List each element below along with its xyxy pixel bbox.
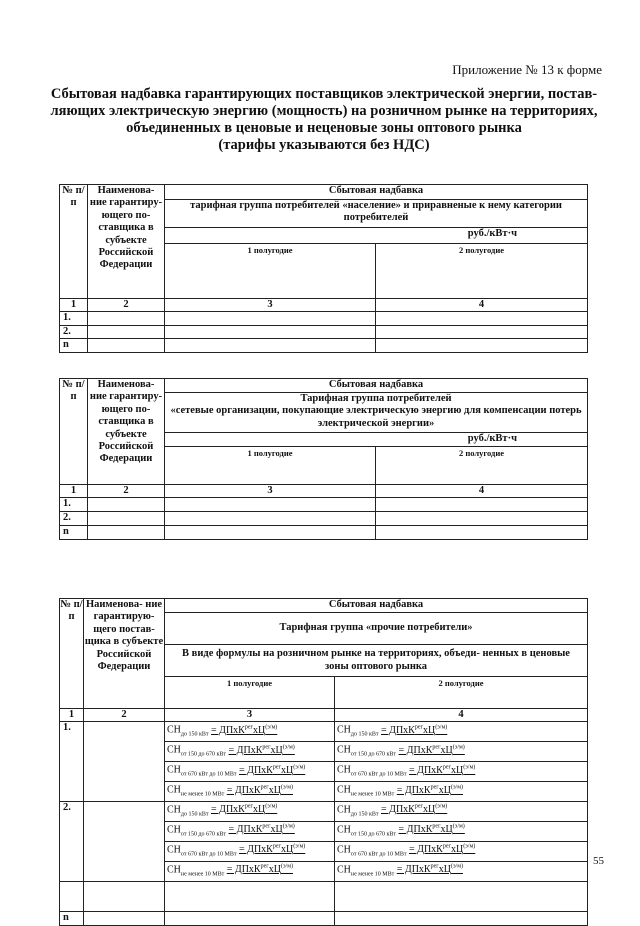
formula-cell: [165, 722, 335, 742]
formula-cell: [335, 742, 588, 762]
table-population: [59, 184, 588, 353]
table-row: [60, 312, 588, 325]
formula-subscript: от 150 до 670 кВт: [180, 831, 227, 838]
half1-header: 1 полугодие: [165, 677, 335, 709]
table-row: [60, 498, 588, 512]
tariff-group-header: Тарифная группа «прочие потребители»: [165, 613, 588, 645]
row-label: 1.: [60, 498, 88, 512]
table-row: [60, 512, 588, 526]
col-no-header: № п/п: [60, 379, 88, 485]
formula-rhs: = $ДПхК^{рег}хЦ^{(э/м)}$: [211, 804, 278, 816]
formula-subscript: от 150 до 670 кВт: [350, 751, 397, 758]
formula-superscript: рег: [260, 863, 269, 870]
formula-rhs: = $ДПхК^{рег}хЦ^{(э/м)}$: [381, 724, 448, 736]
page-number: 55: [593, 855, 604, 867]
formula-subscript: не менее 10 МВт: [180, 871, 225, 878]
formula-rhs: = $ДПхК^{рег}хЦ^{(э/м)}$: [409, 764, 476, 776]
formula-rhs: = $ДПхК^{рег}хЦ^{(э/м)}$: [226, 863, 294, 876]
table-row: [60, 722, 588, 742]
formula-superscript: (э/м): [452, 824, 465, 831]
formula-lhs: СН: [337, 724, 351, 736]
row-label: 2.: [60, 512, 88, 526]
formula-rhs: = $ДПхК^{рег}хЦ^{(э/м)}$: [396, 863, 464, 876]
formula-superscript: рег: [432, 744, 441, 751]
formula-cell: [335, 782, 588, 802]
formula-superscript: (э/м): [280, 784, 294, 791]
formula-subscript: до 150 кВт: [180, 811, 209, 818]
formula-superscript: рег: [260, 784, 269, 791]
table-row: [60, 526, 588, 540]
half2-header: 2 полугодие: [376, 447, 588, 485]
formula-cell: [335, 722, 588, 742]
formula-superscript: рег: [262, 744, 271, 751]
formula-lhs: СН: [337, 864, 351, 876]
col-number: 2: [88, 485, 165, 498]
formula-superscript: (э/м): [450, 863, 464, 870]
col-number: 4: [335, 709, 588, 722]
formula-superscript: рег: [442, 764, 451, 771]
formula-superscript: рег: [442, 843, 451, 850]
col-number: 1: [60, 709, 84, 722]
formula-superscript: (э/м): [435, 804, 448, 811]
formula-superscript: рег: [414, 724, 423, 731]
formula-rhs: = $ДПхК^{рег}хЦ^{(э/м)}$: [211, 724, 278, 736]
table-grid-organizations: [59, 378, 588, 540]
title-line: (тарифы указываются без НДС): [218, 137, 430, 153]
row-label: 1.: [60, 722, 84, 802]
table-row: [60, 339, 588, 352]
formula-rhs: = $ДПхК^{рег}хЦ^{(э/м)}$: [409, 843, 476, 856]
formula-superscript: (э/м): [452, 744, 465, 751]
col-number: 3: [165, 299, 376, 312]
col-name-header: Наименова- ние гарантиру- ющего по- ставщика в субъекте Российской Федерации: [88, 379, 165, 485]
formula-superscript: (э/м): [265, 724, 278, 731]
formula-superscript: (э/м): [293, 843, 306, 850]
document-title: [30, 86, 618, 154]
formula-rhs: = $ДПхК^{рег}хЦ^{(э/м)}$: [228, 744, 295, 756]
formula-subscript: от 670 кВт до 10 МВт: [350, 771, 407, 778]
formula-subscript: от 670 кВт до 10 МВт: [180, 851, 237, 858]
formula-superscript: рег: [244, 724, 253, 731]
formula-lhs: СН: [337, 744, 351, 756]
formula-rhs: = $ДПхК^{рег}хЦ^{(э/м)}$: [239, 764, 306, 776]
formula-note: В виде формулы на розничном рынке на территориях, объеди- ненных в ценовые зоны оптового рынка: [165, 645, 588, 677]
tariff-group-name: «сетевые организации, покупающие электрическую энергию для компенсации потерь электрической энергии»: [170, 405, 582, 429]
formula-superscript: рег: [414, 804, 423, 811]
formula-superscript: (э/м): [265, 804, 278, 811]
formula-subscript: от 670 кВт до 10 МВт: [180, 771, 237, 778]
col-number: 2: [88, 299, 165, 312]
appendix-label: Приложение № 13 к форме: [452, 62, 602, 77]
row-label: 2.: [60, 325, 88, 338]
formula-superscript: (э/м): [463, 764, 476, 771]
tariff-group-header: тарифная группа потребителей «население» и приравненые к нему категории потребителей: [165, 200, 588, 228]
formula-subscript: от 670 кВт до 10 МВт: [350, 851, 407, 858]
formula-cell: [165, 762, 335, 782]
formula-superscript: рег: [430, 784, 439, 791]
tariff-group-header: [165, 393, 588, 433]
col-name-header: Наименова- ние гарантирую- щего постав- щика в субъекте Российской Федерации: [84, 599, 165, 709]
formula-lhs: СН: [167, 804, 181, 816]
surcharge-header: Сбытовая надбавка: [165, 379, 588, 393]
title-line: Сбытовая надбавка гарантирующих поставщиков электрической энергии, постав-: [50, 86, 598, 102]
formula-superscript: (э/м): [463, 843, 476, 850]
formula-subscript: до 150 кВт: [350, 811, 379, 818]
formula-rhs: = $ДПхК^{рег}хЦ^{(э/м)}$: [228, 824, 295, 836]
col-name-header: Наименова- ние гарантиру- ющего по- ставщика в субъекте Российской Федерации: [88, 185, 165, 299]
formula-rhs: = $ДПхК^{рег}хЦ^{(э/м)}$: [396, 784, 464, 796]
half2-header: 2 полугодие: [335, 677, 588, 709]
formula-cell: [165, 802, 335, 822]
formula-superscript: (э/м): [435, 724, 448, 731]
formula-lhs: СН: [337, 784, 351, 796]
formula-cell: [165, 782, 335, 802]
formula-cell: [165, 861, 335, 881]
formula-superscript: (э/м): [282, 824, 295, 831]
formula-lhs: СН: [337, 824, 351, 836]
formula-rhs: = $ДПхК^{рег}хЦ^{(э/м)}$: [226, 784, 294, 796]
formula-subscript: до 150 кВт: [180, 731, 209, 738]
table-row: [60, 911, 588, 925]
table-row: [60, 802, 588, 822]
formula-subscript: не менее 10 МВт: [180, 791, 225, 798]
formula-superscript: (э/м): [293, 764, 306, 771]
col-number: 4: [376, 299, 588, 312]
formula-superscript: (э/м): [282, 744, 295, 751]
formula-cell: [165, 742, 335, 762]
row-label: 2.: [60, 802, 84, 882]
row-label: n: [60, 911, 84, 925]
col-number: 1: [60, 299, 88, 312]
col-number: 1: [60, 485, 88, 498]
col-number: 4: [376, 485, 588, 498]
surcharge-header: Сбытовая надбавка: [165, 185, 588, 200]
formula-superscript: (э/м): [280, 863, 294, 870]
formula-rhs: = $ДПхК^{рег}хЦ^{(э/м)}$: [239, 843, 306, 856]
formula-lhs: СН: [337, 764, 351, 776]
tariff-group-title: Тарифная группа потребителей: [300, 393, 452, 404]
formula-lhs: СН: [167, 744, 181, 756]
unit-header: руб./кВт·ч: [165, 433, 588, 447]
formula-cell: [165, 822, 335, 842]
formula-superscript: рег: [432, 824, 441, 831]
formula-cell: [335, 822, 588, 842]
formula-cell: [335, 861, 588, 881]
formula-subscript: от 150 до 670 кВт: [350, 831, 397, 838]
formula-superscript: рег: [262, 824, 271, 831]
formula-cell: [335, 802, 588, 822]
formula-superscript: рег: [244, 804, 253, 811]
half2-header: 2 полугодие: [376, 244, 588, 299]
formula-lhs: СН: [167, 844, 181, 856]
formula-rhs: = $ДПхК^{рег}хЦ^{(э/м)}$: [398, 824, 465, 836]
formula-subscript: не менее 10 МВт: [350, 871, 395, 878]
formula-lhs: СН: [167, 764, 181, 776]
formula-lhs: СН: [167, 724, 181, 736]
formula-superscript: рег: [272, 764, 281, 771]
formula-cell: [165, 841, 335, 861]
formula-subscript: до 150 кВт: [350, 731, 379, 738]
formula-cell: [335, 762, 588, 782]
col-number: 3: [165, 485, 376, 498]
col-no-header: № п/ п: [60, 599, 84, 709]
title-line: объединенных в ценовые и неценовые зоны оптового рынка: [126, 120, 522, 136]
formula-lhs: СН: [167, 784, 181, 796]
row-label: 1.: [60, 312, 88, 325]
formula-subscript: не менее 10 МВт: [350, 791, 395, 798]
formula-subscript: от 150 до 670 кВт: [180, 751, 227, 758]
formula-lhs: СН: [337, 804, 351, 816]
half1-header: 1 полугодие: [165, 447, 376, 485]
table-row: [60, 325, 588, 338]
col-no-header: № п/п: [60, 185, 88, 299]
half1-header: 1 полугодие: [165, 244, 376, 299]
col-number: 3: [165, 709, 335, 722]
unit-header: руб./кВт·ч: [165, 228, 588, 244]
surcharge-header: Сбытовая надбавка: [165, 599, 588, 613]
formula-superscript: рег: [430, 863, 439, 870]
formula-superscript: рег: [272, 843, 281, 850]
formula-lhs: СН: [337, 844, 351, 856]
formula-lhs: СН: [167, 824, 181, 836]
formula-lhs: СН: [167, 864, 181, 876]
row-label: n: [60, 526, 88, 540]
table-other-consumers: [59, 598, 588, 926]
col-number: 2: [84, 709, 165, 722]
formula-rhs: = $ДПхК^{рег}хЦ^{(э/м)}$: [398, 744, 465, 756]
row-label: n: [60, 339, 88, 352]
formula-superscript: (э/м): [450, 784, 464, 791]
formula-cell: [335, 841, 588, 861]
title-line: ляющих электрическую энергию (мощность) на розничном рынке на территориях,: [50, 103, 598, 119]
formula-rhs: = $ДПхК^{рег}хЦ^{(э/м)}$: [381, 804, 448, 816]
